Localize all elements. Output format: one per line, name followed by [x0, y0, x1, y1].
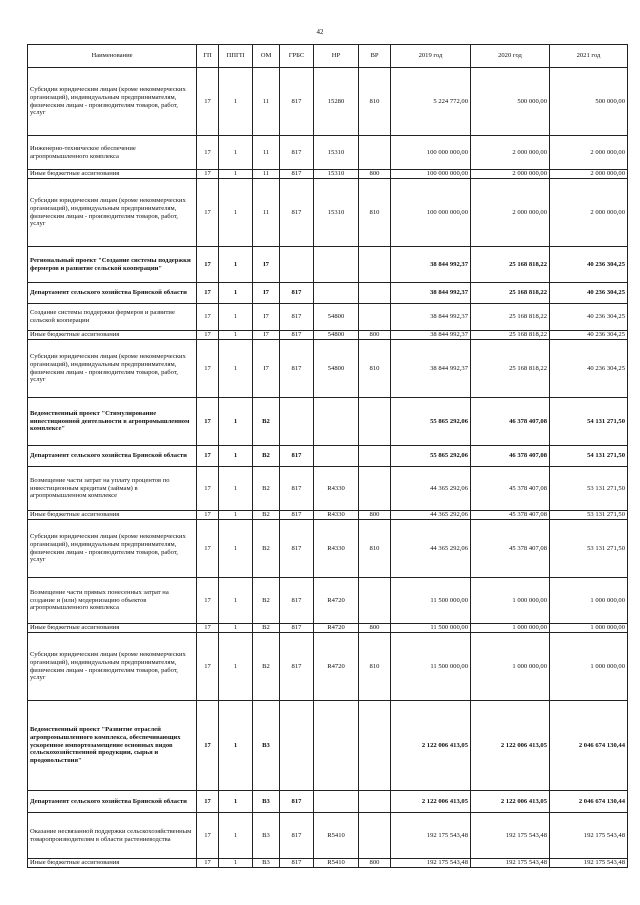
cell-gp: 17 [197, 511, 219, 520]
cell-ppgp: 1 [219, 578, 253, 624]
cell-ppgp: 1 [219, 511, 253, 520]
cell-grbs: 817 [280, 791, 314, 813]
cell-nr: 15280 [314, 68, 359, 136]
cell-vr: 800 [359, 170, 391, 179]
table-row [28, 701, 628, 791]
cell-grbs: 817 [280, 304, 314, 331]
cell-amount-2020: 500 000,00 [471, 68, 550, 136]
cell-grbs: 817 [280, 859, 314, 868]
cell-amount-2021: 40 236 304,25 [550, 304, 628, 331]
cell-om: B3 [253, 701, 280, 791]
cell-om: B2 [253, 398, 280, 446]
cell-grbs: 817 [280, 511, 314, 520]
cell-name: Возмещение части прямых понесенных затрат на создание и (или) модернизацию объектов агропромышленного комплекса [28, 578, 197, 624]
cell-amount-2019: 100 000 000,00 [391, 170, 471, 179]
cell-grbs [280, 398, 314, 446]
cell-amount-2019: 100 000 000,00 [391, 136, 471, 170]
cell-vr: 810 [359, 633, 391, 701]
cell-vr: 800 [359, 511, 391, 520]
cell-nr: R4720 [314, 633, 359, 701]
table-row [28, 170, 628, 179]
cell-gp: 17 [197, 633, 219, 701]
cell-amount-2021: 2 000 000,00 [550, 179, 628, 247]
table-row [28, 247, 628, 283]
cell-amount-2021: 54 131 271,50 [550, 398, 628, 446]
cell-vr: 800 [359, 624, 391, 633]
column-header-ppgp: ППГП [219, 45, 253, 68]
table-row [28, 813, 628, 859]
table-row [28, 398, 628, 446]
cell-amount-2019: 44 365 292,06 [391, 511, 471, 520]
table-row [28, 624, 628, 633]
cell-ppgp: 1 [219, 136, 253, 170]
cell-amount-2021: 53 131 271,50 [550, 467, 628, 511]
cell-gp: 17 [197, 624, 219, 633]
cell-amount-2020: 1 000 000,00 [471, 633, 550, 701]
cell-vr [359, 283, 391, 304]
cell-gp: 17 [197, 283, 219, 304]
cell-amount-2021: 1 000 000,00 [550, 624, 628, 633]
cell-amount-2021: 2 046 674 130,44 [550, 791, 628, 813]
cell-gp: 17 [197, 331, 219, 340]
cell-amount-2021: 40 236 304,25 [550, 340, 628, 398]
cell-name: Департамент сельского хозяйства Брянской области [28, 791, 197, 813]
cell-amount-2021: 2 000 000,00 [550, 170, 628, 179]
cell-gp: 17 [197, 398, 219, 446]
cell-amount-2019: 38 844 992,37 [391, 283, 471, 304]
table-row [28, 633, 628, 701]
column-header-name: Наименование [28, 45, 197, 68]
cell-om: B3 [253, 859, 280, 868]
table-row [28, 283, 628, 304]
cell-grbs: 817 [280, 340, 314, 398]
cell-om: I7 [253, 340, 280, 398]
cell-amount-2021: 40 236 304,25 [550, 247, 628, 283]
cell-amount-2021: 53 131 271,50 [550, 520, 628, 578]
cell-nr: 54800 [314, 340, 359, 398]
cell-amount-2020: 2 122 006 413,05 [471, 701, 550, 791]
cell-om: 11 [253, 136, 280, 170]
cell-amount-2020: 1 000 000,00 [471, 624, 550, 633]
cell-amount-2020: 45 378 407,08 [471, 520, 550, 578]
cell-vr: 800 [359, 859, 391, 868]
cell-ppgp: 1 [219, 170, 253, 179]
cell-vr [359, 813, 391, 859]
cell-amount-2019: 11 500 000,00 [391, 578, 471, 624]
cell-ppgp: 1 [219, 467, 253, 511]
cell-grbs: 817 [280, 283, 314, 304]
cell-amount-2021: 192 175 543,48 [550, 813, 628, 859]
table-row [28, 340, 628, 398]
cell-gp: 17 [197, 247, 219, 283]
table-row [28, 578, 628, 624]
cell-grbs: 817 [280, 446, 314, 467]
cell-vr: 810 [359, 68, 391, 136]
cell-amount-2019: 38 844 992,37 [391, 340, 471, 398]
cell-name: Инженерно-техническое обеспечение агропромышленного комплекса [28, 136, 197, 170]
cell-amount-2020: 25 168 818,22 [471, 304, 550, 331]
cell-nr: 15310 [314, 136, 359, 170]
cell-nr: 54800 [314, 304, 359, 331]
cell-om: B2 [253, 467, 280, 511]
cell-grbs: 817 [280, 136, 314, 170]
cell-amount-2020: 192 175 543,48 [471, 859, 550, 868]
cell-grbs: 817 [280, 170, 314, 179]
cell-nr [314, 283, 359, 304]
cell-amount-2019: 2 122 006 413,05 [391, 791, 471, 813]
cell-grbs: 817 [280, 179, 314, 247]
column-header-grbs: ГРБС [280, 45, 314, 68]
cell-amount-2019: 44 365 292,06 [391, 467, 471, 511]
table-row [28, 331, 628, 340]
cell-grbs [280, 247, 314, 283]
cell-nr: 15310 [314, 170, 359, 179]
cell-name: Департамент сельского хозяйства Брянской области [28, 283, 197, 304]
cell-amount-2021: 40 236 304,25 [550, 331, 628, 340]
cell-name: Субсидии юридическим лицам (кроме некоммерческих организаций), индивидуальным предпринимателям, физическим лицам - производителям товаров, работ, услуг [28, 633, 197, 701]
cell-amount-2019: 11 500 000,00 [391, 633, 471, 701]
cell-name: Департамент сельского хозяйства Брянской области [28, 446, 197, 467]
cell-grbs: 817 [280, 624, 314, 633]
cell-om: B2 [253, 624, 280, 633]
cell-name: Ведомственный проект "Стимулирование инвестиционной деятельности в агропромышленном комплексе" [28, 398, 197, 446]
cell-amount-2020: 25 168 818,22 [471, 331, 550, 340]
cell-amount-2021: 1 000 000,00 [550, 633, 628, 701]
cell-amount-2021: 1 000 000,00 [550, 578, 628, 624]
cell-gp: 17 [197, 446, 219, 467]
cell-ppgp: 1 [219, 68, 253, 136]
table-row [28, 511, 628, 520]
table-row [28, 859, 628, 868]
cell-amount-2021: 40 236 304,25 [550, 283, 628, 304]
cell-vr [359, 446, 391, 467]
cell-gp: 17 [197, 520, 219, 578]
cell-om: B2 [253, 633, 280, 701]
cell-ppgp: 1 [219, 520, 253, 578]
cell-om: B2 [253, 578, 280, 624]
cell-ppgp: 1 [219, 179, 253, 247]
cell-amount-2020: 45 378 407,08 [471, 511, 550, 520]
cell-ppgp: 1 [219, 813, 253, 859]
cell-vr: 800 [359, 331, 391, 340]
cell-nr: 54800 [314, 331, 359, 340]
cell-gp: 17 [197, 68, 219, 136]
table-row [28, 446, 628, 467]
cell-amount-2021: 500 000,00 [550, 68, 628, 136]
cell-amount-2021: 53 131 271,50 [550, 511, 628, 520]
cell-ppgp: 1 [219, 791, 253, 813]
cell-nr: R5410 [314, 813, 359, 859]
cell-gp: 17 [197, 467, 219, 511]
cell-amount-2020: 45 378 407,08 [471, 467, 550, 511]
cell-ppgp: 1 [219, 331, 253, 340]
cell-name: Иные бюджетные ассигнования [28, 331, 197, 340]
cell-vr: 810 [359, 520, 391, 578]
cell-amount-2020: 46 378 407,08 [471, 398, 550, 446]
cell-nr: R4330 [314, 511, 359, 520]
cell-amount-2020: 1 000 000,00 [471, 578, 550, 624]
cell-vr: 810 [359, 179, 391, 247]
cell-ppgp: 1 [219, 283, 253, 304]
cell-name: Субсидии юридическим лицам (кроме некоммерческих организаций), индивидуальным предпринимателям, физическим лицам - производителям товаров, работ, услуг [28, 520, 197, 578]
cell-name: Иные бюджетные ассигнования [28, 624, 197, 633]
column-header-vr: ВР [359, 45, 391, 68]
cell-amount-2019: 55 865 292,06 [391, 398, 471, 446]
cell-ppgp: 1 [219, 633, 253, 701]
cell-grbs [280, 701, 314, 791]
cell-gp: 17 [197, 813, 219, 859]
cell-om: B2 [253, 511, 280, 520]
table-row [28, 136, 628, 170]
cell-gp: 17 [197, 340, 219, 398]
cell-om: 11 [253, 68, 280, 136]
cell-amount-2021: 192 175 543,48 [550, 859, 628, 868]
page-number: 42 [316, 28, 324, 36]
cell-amount-2019: 38 844 992,37 [391, 331, 471, 340]
cell-ppgp: 1 [219, 340, 253, 398]
cell-amount-2021: 2 046 674 130,44 [550, 701, 628, 791]
cell-gp: 17 [197, 859, 219, 868]
cell-nr [314, 701, 359, 791]
cell-nr [314, 446, 359, 467]
table-row [28, 304, 628, 331]
cell-name: Региональный проект "Создание системы поддержки фермеров и развитие сельской кооперации" [28, 247, 197, 283]
cell-amount-2020: 2 122 006 413,05 [471, 791, 550, 813]
table-row [28, 520, 628, 578]
cell-vr [359, 136, 391, 170]
cell-name: Ведомственный проект "Развитие отраслей агропромышленного комплекса, обеспечивающих ускоренное импортозамещение основных видов сельскохозяйственной продукции, сырья и продовольствия" [28, 701, 197, 791]
cell-om: 11 [253, 179, 280, 247]
cell-om: I7 [253, 331, 280, 340]
budget-table [27, 44, 628, 868]
cell-grbs: 817 [280, 520, 314, 578]
cell-gp: 17 [197, 791, 219, 813]
cell-amount-2020: 25 168 818,22 [471, 340, 550, 398]
cell-ppgp: 1 [219, 859, 253, 868]
cell-gp: 17 [197, 179, 219, 247]
cell-gp: 17 [197, 304, 219, 331]
cell-vr [359, 578, 391, 624]
cell-amount-2021: 2 000 000,00 [550, 136, 628, 170]
table-body [28, 68, 628, 868]
cell-ppgp: 1 [219, 304, 253, 331]
cell-amount-2019: 44 365 292,06 [391, 520, 471, 578]
cell-amount-2019: 38 844 992,37 [391, 304, 471, 331]
cell-amount-2019: 192 175 543,48 [391, 859, 471, 868]
cell-vr [359, 398, 391, 446]
cell-gp: 17 [197, 170, 219, 179]
cell-name: Оказание несвязанной поддержки сельскохозяйственным товаропроизводителям в области растениеводства [28, 813, 197, 859]
column-header-2019: 2019 год [391, 45, 471, 68]
cell-vr: 810 [359, 340, 391, 398]
cell-amount-2019: 38 844 992,37 [391, 247, 471, 283]
cell-name: Возмещение части затрат на уплату процентов по инвестиционным кредитам (займам) в агропромышленном комплексе [28, 467, 197, 511]
cell-name: Иные бюджетные ассигнования [28, 511, 197, 520]
cell-amount-2021: 54 131 271,50 [550, 446, 628, 467]
cell-grbs: 817 [280, 578, 314, 624]
column-header-nr: НР [314, 45, 359, 68]
cell-amount-2020: 2 000 000,00 [471, 136, 550, 170]
cell-nr: R5410 [314, 859, 359, 868]
cell-grbs: 817 [280, 813, 314, 859]
cell-nr: R4330 [314, 467, 359, 511]
cell-name: Иные бюджетные ассигнования [28, 170, 197, 179]
column-header-gp: ГП [197, 45, 219, 68]
cell-vr [359, 701, 391, 791]
cell-amount-2019: 11 500 000,00 [391, 624, 471, 633]
table-row [28, 179, 628, 247]
table-row [28, 68, 628, 136]
cell-amount-2019: 5 224 772,00 [391, 68, 471, 136]
cell-vr [359, 247, 391, 283]
cell-nr [314, 398, 359, 446]
cell-grbs: 817 [280, 68, 314, 136]
cell-om: B2 [253, 520, 280, 578]
cell-grbs: 817 [280, 331, 314, 340]
column-header-2021: 2021 год [550, 45, 628, 68]
cell-gp: 17 [197, 701, 219, 791]
cell-ppgp: 1 [219, 624, 253, 633]
cell-name: Создание системы поддержки фермеров и развитие сельской кооперации [28, 304, 197, 331]
cell-amount-2020: 2 000 000,00 [471, 170, 550, 179]
cell-nr: R4720 [314, 578, 359, 624]
cell-grbs: 817 [280, 633, 314, 701]
cell-vr [359, 304, 391, 331]
cell-vr [359, 467, 391, 511]
cell-nr [314, 247, 359, 283]
cell-gp: 17 [197, 136, 219, 170]
cell-amount-2020: 46 378 407,08 [471, 446, 550, 467]
cell-nr: 15310 [314, 179, 359, 247]
column-header-om: ОМ [253, 45, 280, 68]
cell-nr: R4330 [314, 520, 359, 578]
cell-om: B2 [253, 446, 280, 467]
cell-ppgp: 1 [219, 446, 253, 467]
cell-om: B3 [253, 813, 280, 859]
cell-nr [314, 791, 359, 813]
cell-amount-2019: 100 000 000,00 [391, 179, 471, 247]
cell-name: Субсидии юридическим лицам (кроме некоммерческих организаций), индивидуальным предпринимателям, физическим лицам - производителям товаров, работ, услуг [28, 68, 197, 136]
cell-amount-2020: 2 000 000,00 [471, 179, 550, 247]
cell-amount-2020: 25 168 818,22 [471, 283, 550, 304]
column-header-2020: 2020 год [471, 45, 550, 68]
cell-ppgp: 1 [219, 247, 253, 283]
table-row [28, 467, 628, 511]
table-header-row [28, 45, 628, 68]
cell-om: I7 [253, 247, 280, 283]
cell-amount-2020: 25 168 818,22 [471, 247, 550, 283]
cell-name: Субсидии юридическим лицам (кроме некоммерческих организаций), индивидуальным предпринимателям, физическим лицам - производителям товаров, работ, услуг [28, 340, 197, 398]
cell-amount-2019: 2 122 006 413,05 [391, 701, 471, 791]
cell-amount-2019: 55 865 292,06 [391, 446, 471, 467]
cell-grbs: 817 [280, 467, 314, 511]
cell-om: I7 [253, 283, 280, 304]
cell-name: Субсидии юридическим лицам (кроме некоммерческих организаций), индивидуальным предпринимателям, физическим лицам - производителям товаров, работ, услуг [28, 179, 197, 247]
cell-amount-2020: 192 175 543,48 [471, 813, 550, 859]
cell-om: I7 [253, 304, 280, 331]
table-row [28, 791, 628, 813]
cell-om: B3 [253, 791, 280, 813]
cell-name: Иные бюджетные ассигнования [28, 859, 197, 868]
cell-om: 11 [253, 170, 280, 179]
cell-nr: R4720 [314, 624, 359, 633]
cell-vr [359, 791, 391, 813]
cell-ppgp: 1 [219, 701, 253, 791]
cell-ppgp: 1 [219, 398, 253, 446]
cell-amount-2019: 192 175 543,48 [391, 813, 471, 859]
cell-gp: 17 [197, 578, 219, 624]
